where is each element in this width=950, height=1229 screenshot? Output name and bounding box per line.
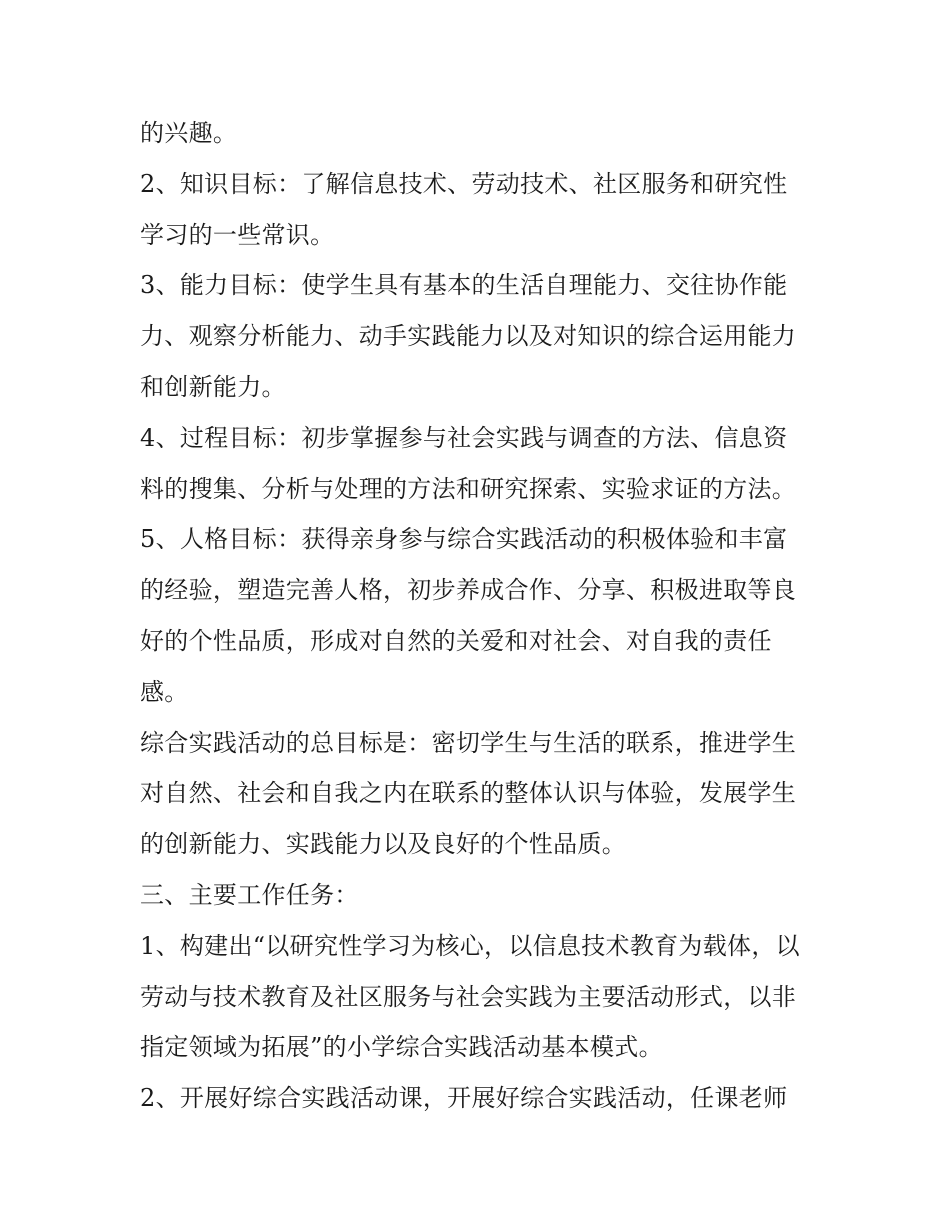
text-line: 好的个性品质，形成对自然的关爱和对社会、对自我的责任 (140, 626, 772, 655)
text-line: 劳动与技术教育及社区服务与社会实践为主要活动形式，以非 (140, 982, 797, 1011)
document-body (140, 108, 830, 1124)
text-line: 对自然、社会和自我之内在联系的整体认识与体验，发展学生 (140, 779, 797, 808)
text-line: 力、观察分析能力、动手实践能力以及对知识的综合运用能力 (140, 322, 797, 351)
text-line: 和创新能力。 (140, 372, 286, 401)
text-line: 学习的一些常识。 (140, 220, 335, 249)
text-line: 2、开展好综合实践活动课，开展好综合实践活动，任课老师 (140, 1084, 788, 1113)
text-line: 的经验，塑造完善人格，初步养成合作、分享、积极进取等良 (140, 576, 797, 605)
text-line: 的创新能力、实践能力以及良好的个性品质。 (140, 830, 626, 859)
text-line: 的兴趣。 (140, 119, 238, 147)
text-line: 2、知识目标：了解信息技术、劳动技术、社区服务和研究性 (140, 169, 788, 198)
text-line: 指定领域为拓展”的小学综合实践活动基本模式。 (140, 1033, 663, 1062)
section-heading: 三、主要工作任务： (140, 880, 359, 909)
text-line: 感。 (140, 677, 189, 706)
text-line: 4、过程目标：初步掌握参与社会实践与调查的方法、信息资 (140, 423, 788, 452)
text-line: 综合实践活动的总目标是：密切学生与生活的联系，推进学生 (140, 728, 797, 757)
text-line: 3、能力目标：使学生具有基本的生活自理能力、交往协作能 (140, 271, 788, 300)
text-line: 1、构建出“以研究性学习为核心，以信息技术教育为载体，以 (140, 931, 800, 960)
text-line: 5、人格目标：获得亲身参与综合实践活动的积极体验和丰富 (140, 525, 788, 554)
text-line: 料的搜集、分析与处理的方法和研究探索、实验求证的方法。 (140, 474, 797, 503)
